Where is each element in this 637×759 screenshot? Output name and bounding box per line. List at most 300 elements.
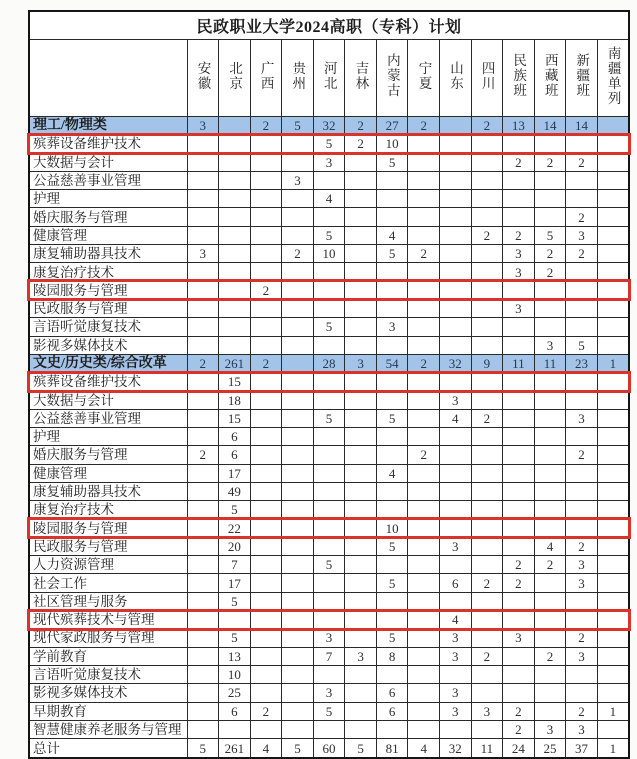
plan-cell [408,556,440,574]
plan-cell [471,720,503,738]
plan-cell: 2 [566,208,598,226]
program-row [29,263,629,281]
plan-cell: 15 [219,409,251,427]
plan-cell [282,336,314,354]
plan-cell [282,665,314,683]
plan-cell: 3 [313,684,345,702]
plan-cell [250,428,282,446]
program-row [29,409,629,427]
plan-cell [471,245,503,263]
program-name: 公益慈善事业管理 [29,409,187,427]
plan-cell: 2 [282,245,314,263]
plan-cell [219,190,251,208]
plan-cell [503,464,535,482]
plan-cell: 49 [219,482,251,500]
plan-cell [345,629,377,647]
plan-cell [534,501,566,519]
plan-cell [534,629,566,647]
column-header [313,40,345,117]
plan-cell: 6 [440,574,472,592]
plan-cell: 3 [503,245,535,263]
plan-cell: 2 [250,117,282,135]
plan-cell: 3 [503,299,535,317]
plan-cell [408,171,440,189]
program-row [29,482,629,500]
plan-cell [471,684,503,702]
program-row [29,574,629,592]
plan-cell: 2 [187,354,219,372]
plan-cell [534,464,566,482]
column-header-label: 北京 [227,60,243,91]
plan-cell [376,391,408,409]
plan-cell: 5 [566,336,598,354]
plan-cell: 5 [376,537,408,555]
plan-cell [282,391,314,409]
program-row [29,684,629,702]
plan-cell [597,501,629,519]
plan-cell [597,446,629,464]
plan-cell [345,409,377,427]
plan-cell: 2 [534,153,566,171]
plan-cell [440,556,472,574]
plan-cell [566,318,598,336]
plan-cell: 2 [534,263,566,281]
plan-cell [250,446,282,464]
plan-cell [219,208,251,226]
plan-cell [219,281,251,299]
plan-cell [313,611,345,629]
plan-cell: 4 [376,226,408,244]
plan-cell [250,336,282,354]
program-name: 公益慈善事业管理 [29,171,187,189]
plan-cell [471,318,503,336]
plan-cell [187,647,219,665]
plan-cell [187,208,219,226]
plan-cell [597,647,629,665]
plan-cell [597,556,629,574]
plan-cell [597,720,629,738]
plan-cell [597,482,629,500]
plan-cell: 2 [471,226,503,244]
plan-cell [471,208,503,226]
plan-cell [471,482,503,500]
plan-cell [566,299,598,317]
plan-cell: 5 [219,501,251,519]
plan-cell [408,153,440,171]
plan-cell [471,281,503,299]
plan-cell [408,299,440,317]
plan-cell [534,373,566,391]
plan-cell [345,537,377,555]
plan-cell: 2 [250,702,282,720]
program-row [29,702,629,720]
plan-cell [471,611,503,629]
column-header-label: 广西 [258,60,274,91]
plan-cell: 2 [503,720,535,738]
plan-cell: 9 [471,354,503,372]
plan-cell: 3 [376,318,408,336]
program-row [29,318,629,336]
plan-cell [250,190,282,208]
plan-cell: 5 [219,592,251,610]
plan-cell [313,537,345,555]
plan-cell [250,226,282,244]
plan-cell [597,684,629,702]
program-name: 民政服务与管理 [29,537,187,555]
plan-cell: 5 [313,318,345,336]
program-name: 大数据与会计 [29,391,187,409]
plan-cell: 3 [313,629,345,647]
plan-cell [471,391,503,409]
plan-cell [345,208,377,226]
plan-cell: 17 [219,574,251,592]
plan-cell [471,263,503,281]
plan-cell: 4 [408,739,440,759]
plan-cell: 25 [219,684,251,702]
plan-cell [345,226,377,244]
plan-cell [250,665,282,683]
plan-cell: 10 [219,665,251,683]
plan-cell: 3 [345,354,377,372]
plan-cell [534,190,566,208]
plan-cell [187,537,219,555]
plan-cell [282,592,314,610]
plan-cell [282,299,314,317]
plan-cell [219,318,251,336]
plan-cell [503,281,535,299]
plan-cell [250,684,282,702]
plan-cell [187,665,219,683]
plan-cell [313,171,345,189]
plan-cell [282,537,314,555]
plan-cell: 4 [313,190,345,208]
program-name: 大数据与会计 [29,153,187,171]
plan-cell [345,263,377,281]
plan-cell [597,245,629,263]
plan-cell [219,263,251,281]
plan-cell: 3 [440,391,472,409]
plan-cell [345,519,377,537]
section-header-row [29,354,629,372]
plan-cell [313,281,345,299]
program-row [29,190,629,208]
plan-cell: 2 [503,226,535,244]
program-row [29,299,629,317]
plan-cell: 8 [376,647,408,665]
plan-cell: 3 [503,263,535,281]
plan-cell [597,318,629,336]
plan-cell: 1 [597,739,629,759]
plan-cell [376,611,408,629]
plan-cell: 2 [250,354,282,372]
plan-cell [345,281,377,299]
plan-cell [503,318,535,336]
plan-cell [566,171,598,189]
plan-cell: 3 [566,647,598,665]
plan-cell [376,281,408,299]
plan-cell [250,592,282,610]
plan-cell [376,501,408,519]
program-name: 现代殡葬技术与管理 [29,611,187,629]
plan-cell: 5 [313,226,345,244]
plan-cell [408,665,440,683]
plan-cell [250,263,282,281]
column-header-label: 内蒙古 [384,53,400,98]
plan-cell [187,556,219,574]
plan-cell [282,281,314,299]
plan-cell: 54 [376,354,408,372]
plan-cell [440,153,472,171]
plan-cell [566,373,598,391]
plan-cell [219,245,251,263]
plan-cell: 2 [408,446,440,464]
plan-cell [376,665,408,683]
plan-cell [440,665,472,683]
plan-cell [282,556,314,574]
plan-cell [408,482,440,500]
plan-cell [282,684,314,702]
plan-cell [408,208,440,226]
plan-cell [313,299,345,317]
plan-cell [534,171,566,189]
plan-cell: 7 [219,556,251,574]
plan-cell [313,208,345,226]
plan-cell: 4 [440,611,472,629]
column-header [187,40,219,117]
plan-cell [408,592,440,610]
plan-cell [597,373,629,391]
plan-cell [187,720,219,738]
plan-cell [250,611,282,629]
plan-cell: 14 [566,117,598,135]
plan-cell [187,135,219,153]
column-header [250,40,282,117]
plan-cell [566,190,598,208]
plan-cell [566,665,598,683]
column-header [503,40,535,117]
plan-cell [503,190,535,208]
plan-cell [503,336,535,354]
plan-cell [345,446,377,464]
column-header-label: 新疆班 [574,53,590,98]
plan-cell: 2 [250,281,282,299]
plan-cell [534,446,566,464]
plan-cell: 27 [376,117,408,135]
plan-cell [282,354,314,372]
plan-cell [408,574,440,592]
plan-cell: 2 [345,117,377,135]
plan-cell [566,464,598,482]
plan-cell: 4 [440,409,472,427]
plan-cell: 3 [440,629,472,647]
plan-cell [250,464,282,482]
column-header [345,40,377,117]
program-row [29,245,629,263]
plan-cell: 32 [440,354,472,372]
program-name: 人力资源管理 [29,556,187,574]
plan-cell [376,299,408,317]
program-name: 影视多媒体技术 [29,336,187,354]
plan-cell [219,171,251,189]
plan-cell [471,629,503,647]
plan-cell: 81 [376,739,408,759]
plan-cell [187,702,219,720]
plan-cell [597,464,629,482]
section-header-row [29,117,629,135]
plan-cell [503,519,535,537]
plan-cell: 10 [376,519,408,537]
plan-cell [313,501,345,519]
plan-cell [219,611,251,629]
program-name: 影视多媒体技术 [29,684,187,702]
plan-cell: 5 [313,135,345,153]
program-name: 现代家政服务与管理 [29,629,187,647]
plan-cell: 25 [534,739,566,759]
plan-cell [187,684,219,702]
plan-cell [503,208,535,226]
program-name: 健康管理 [29,464,187,482]
plan-cell [250,373,282,391]
column-header-label: 河北 [321,60,337,91]
plan-cell: 3 [471,702,503,720]
plan-cell [282,720,314,738]
column-header [219,40,251,117]
plan-cell: 2 [566,629,598,647]
plan-cell [313,464,345,482]
plan-cell [408,336,440,354]
plan-cell: 17 [219,464,251,482]
column-header-row [29,40,629,117]
plan-cell [471,519,503,537]
plan-cell [440,336,472,354]
plan-cell [313,391,345,409]
plan-cell [376,263,408,281]
plan-cell: 5 [376,574,408,592]
plan-cell [503,482,535,500]
plan-cell [187,482,219,500]
plan-cell [597,428,629,446]
program-row [29,592,629,610]
program-name: 康复辅助器具技术 [29,482,187,500]
plan-cell [250,482,282,500]
program-row [29,501,629,519]
plan-cell [503,135,535,153]
plan-cell [282,629,314,647]
plan-cell: 2 [534,556,566,574]
plan-cell [534,391,566,409]
plan-cell [534,665,566,683]
plan-cell [408,647,440,665]
plan-cell [534,318,566,336]
plan-cell [597,665,629,683]
plan-cell [597,226,629,244]
plan-cell [597,409,629,427]
plan-cell [313,336,345,354]
plan-cell: 2 [471,409,503,427]
plan-cell [345,245,377,263]
plan-cell [250,647,282,665]
plan-cell [187,281,219,299]
plan-cell: 13 [219,647,251,665]
plan-cell [440,245,472,263]
plan-cell [534,592,566,610]
plan-cell [597,117,629,135]
plan-cell [408,537,440,555]
plan-cell [250,391,282,409]
plan-cell: 3 [503,629,535,647]
program-name: 婚庆服务与管理 [29,446,187,464]
plan-cell [471,153,503,171]
plan-cell [219,336,251,354]
plan-cell [282,428,314,446]
plan-cell: 6 [376,684,408,702]
plan-cell [250,519,282,537]
plan-cell: 2 [345,135,377,153]
column-header-label: 西藏班 [542,53,558,98]
plan-cell [566,428,598,446]
plan-cell: 5 [345,739,377,759]
plan-cell [313,574,345,592]
plan-cell [345,702,377,720]
plan-cell [345,373,377,391]
plan-cell: 2 [408,245,440,263]
plan-cell [471,171,503,189]
program-name: 婚庆服务与管理 [29,208,187,226]
program-name: 理工/物理类 [29,117,187,135]
plan-cell [313,519,345,537]
plan-cell: 10 [376,135,408,153]
plan-cell [440,446,472,464]
program-name: 护理 [29,428,187,446]
program-name: 社区管理与服务 [29,592,187,610]
plan-cell [503,592,535,610]
plan-cell: 2 [471,117,503,135]
plan-cell [566,263,598,281]
plan-cell: 2 [408,354,440,372]
plan-cell: 32 [313,117,345,135]
plan-cell [376,373,408,391]
plan-cell [534,208,566,226]
program-row [29,464,629,482]
plan-cell [471,665,503,683]
plan-cell [440,482,472,500]
plan-cell [345,153,377,171]
plan-cell [471,556,503,574]
plan-cell [440,226,472,244]
plan-cell [345,720,377,738]
program-name: 总计 [29,739,187,759]
plan-cell [187,574,219,592]
plan-cell [566,519,598,537]
plan-cell [597,537,629,555]
plan-cell [440,464,472,482]
program-row [29,171,629,189]
plan-cell: 3 [440,684,472,702]
plan-cell [187,611,219,629]
plan-cell [282,519,314,537]
plan-cell: 15 [219,373,251,391]
plan-cell [282,702,314,720]
plan-cell [566,684,598,702]
plan-cell: 4 [534,537,566,555]
plan-cell [440,171,472,189]
plan-cell [408,629,440,647]
plan-cell: 2 [187,446,219,464]
plan-cell [219,226,251,244]
plan-cell [408,409,440,427]
column-header-label: 宁夏 [416,60,432,91]
plan-cell [597,208,629,226]
